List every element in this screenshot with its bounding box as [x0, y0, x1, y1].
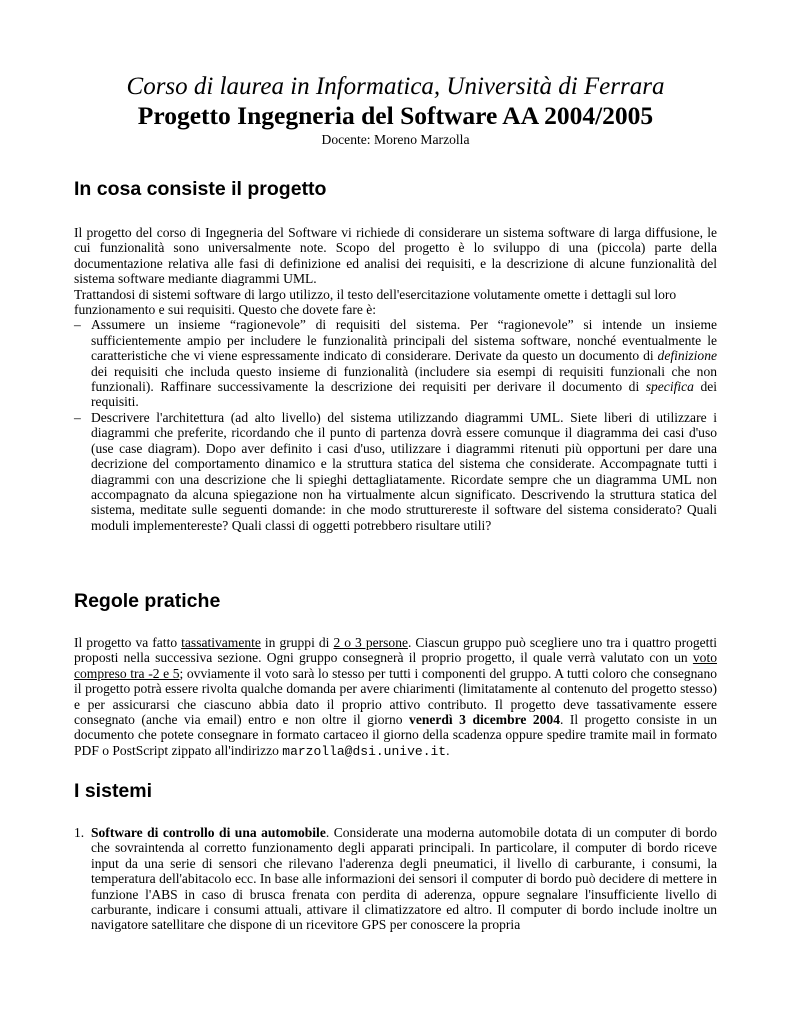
intro-paragraph: Il progetto del corso di Ingegneria del Software vi richiede di considerare un sistema software di larga diffusione, le cui funzionalità sono universalmente note. Scopo del progetto è lo sviluppo di una (piccola) parte della documentazione relativa alle fasi di definizione ed analisi dei requisiti, e la descrizione di alcune funzionalità del sistema software mediante diagrammi UML. [74, 225, 717, 287]
instructions-paragraph: Trattandosi di sistemi software di largo utilizzo, il testo dell'esercitazione volutamente omette i dettagli sul loro funzionamento e sui requisiti. Questo che dovete fare è: [74, 286, 677, 318]
system-title: Software di controllo di una automobile [91, 825, 326, 840]
underline-score-range: voto compreso tra -2 e 5 [74, 650, 717, 681]
university-line: Corso di laurea in Informatica, Università di Ferrara [126, 73, 665, 100]
section-systems-body [74, 825, 717, 947]
task-requirements: – Assumere un insieme “ragionevole” di requisiti del sistema. Per “ragionevole” si intende un insieme sufficientemente ampio per includere le funzionalità principali del sistema software, nonché eventualmente le caratteristiche che vi viene espressamente indicato di considerare. Derivate da questo un documento di definizione dei requisiti che includa questo insieme di funzionalità (includere sia esempi di requisiti funzionali che non funzionali). Raffinare successivamente la descrizione dei requisiti per derivare il documento di specifica dei requisiti. [74, 317, 717, 410]
section-heading-systems: I sistemi [74, 780, 153, 802]
teacher-line: Docente: Moreno Marzolla [321, 132, 470, 147]
system-item-car: 1. Software di controllo di una automobile. Considerate una moderna automobile dotata di un computer di bordo che sovraintenda al corretto funzionamento degli apparati principali. In particolare, il computer di bordo riceve input da una serie di sensori che rilevano l'aderenza degli pneumatici, il livello di carburante, i consumi, la temperatura dell'abitacolo ecc. In base alle informazioni dei sensori il computer di bordo può decidere di mettere in funzione l'ABS in caso di brusca frenata con perdita di aderenza, oppure segnalare l'insufficiente livello di carburante, indicare i consumi attuali, attivare il climatizzatore ed altro. Il computer di bordo include inoltre un navigatore satellitare che dispone di un ricevitore GPS per conoscere la propria [74, 825, 717, 933]
deadline-date: venerdì 3 dicembre 2004 [409, 712, 560, 728]
section-heading-project: In cosa consiste il progetto [74, 178, 327, 200]
dash-marker: – [74, 409, 81, 425]
underline-strictly: tassativamente [181, 635, 261, 650]
task-architecture: – Descrivere l'architettura (ad alto livello) del sistema utilizzando diagrammi UML. Siete liberi di utilizzare i diagrammi che preferite, ricordando che il punto di partenza dovrà essere comunque il diagramma dei casi d'uso (use case diagram). Dopo aver definito i casi d'uso, utilizzare i diagrammi ritenuti più opportuni per dare una decrizione del comportamento dinamico e la struttura statica del sistema che considerate. Accompagnate tutti i diagrammi con una descrizione che li spieghi dettagliatamente. Ricordate sempre che un diagramma UML non accompagnato da alcuna spiegazione non ha virtualmente alcun significato. Descrivendo la struttura statica del sistema, meditate sulle seguenti domande: in che modo strutturereste il software del sistema considerato? Quali moduli implementereste? Quali classi di oggetti potrebbero risultare utili? [74, 409, 717, 533]
systems-list [74, 825, 717, 933]
rules-paragraph: Il progetto va fatto tassativamente in gruppi di 2 o 3 persone. Ciascun gruppo può scegliere uno tra i quattro progetti proposti nella successiva sezione. Ogni gruppo consegnerà il proprio progetto, il quale verrà valutato con un voto compreso tra -2 e 5; ovviamente il voto sarà lo stesso per tutti i componenti del gruppo. A tutti coloro che consegnano il progetto potrà essere rivolta qualche domanda per avere chiarimenti (limitatamente al contenuto del progetto stesso) e per assicurarsi che ciascuno abbia dato il proprio attivo contributo. Il progetto deve tassativamente essere consegnato (anche via email) entro e non oltre il giorno venerdì 3 dicembre 2004. Il progetto consiste in un documento che potete consegnare in formato cartaceo il giorno della scadenza oppure spedire tramite mail in formato PDF o PostScript zippato all'indirizzo marzolla@dsi.unive.it. [74, 635, 717, 759]
email-address: marzolla@dsi.unive.it [282, 743, 447, 759]
underline-group-size: 2 o 3 persone [333, 635, 408, 650]
section-project-body [74, 225, 717, 533]
document-title: Progetto Ingegneria del Software AA 2004/2005 [137, 101, 654, 130]
section-heading-rules: Regole pratiche [74, 590, 221, 612]
item-number: 1. [74, 825, 85, 840]
dash-marker: – [74, 317, 81, 333]
tasks-list [74, 317, 717, 533]
section-rules-body [74, 635, 717, 759]
